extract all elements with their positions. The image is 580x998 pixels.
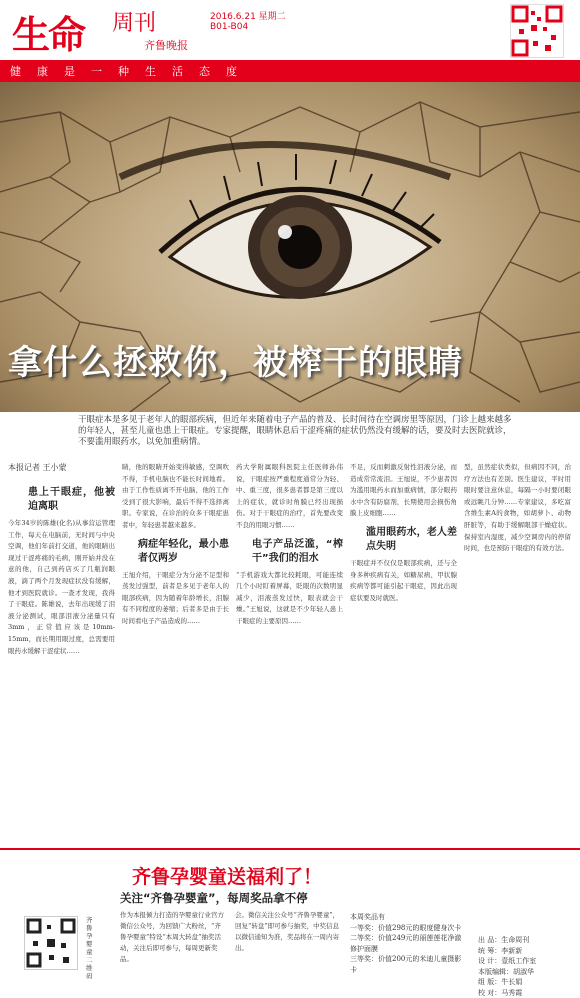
article-column-1 [8,478,115,846]
subheading: 病症年轻化，最小患者仅两岁 [138,538,229,566]
credit-line: 组 版：牛长娟 [478,977,573,988]
article-column-2 [122,462,229,846]
qr-caption: 齐鲁孕婴童二维码 [86,916,94,980]
paragraph: 干眼症并不仅仅是眼部疾病，还与全身多种疾病有关，如糖尿病、甲状腺疾病等都可能引起干眼症，因此出现症状要及时就医。 [350,558,457,604]
paragraph: 型，虽然症状类似，但病因不同，治疗方法也有差别。医生建议，平时用眼时要注意休息，每隔一小时要闭眼或远眺几分钟……专家建议，多吃富含维生素A的食物，如胡萝卜、动物肝脏等，有助于缓解眼部干燥症状。保持室内湿度，减少空调房内的停留时间，也是预防干眼症的有效方法。 [464,462,571,555]
article-intro: 干眼症本是多见于老年人的眼部疾病，但近年来随着电子产品的普及、长时间待在空调房里等原因，门诊上越来越多的年轻人，甚至儿童也患上干眼症。专家提醒，眼睛休息后干涩疼痛的症状仍然没有缓解的话，要及时去医院就诊，不要滥用眼药水，以免加重病情。 [78,415,518,448]
prize-list [350,912,465,992]
byline: 本报记者 王小蒙 [8,462,67,473]
subheading: 电子产品泛滥，“榨干”我们的泪水 [252,538,343,566]
logo: 生命 [12,4,84,59]
subheading: 患上干眼症，他被迫离职 [28,486,115,514]
promo-title: 齐鲁孕婴童送福利了！ [132,862,322,889]
promo-subtitle: 关注“齐鲁孕婴童”，每周奖品拿不停 [120,890,308,906]
prize-item: 一等奖：价值298元的眼度健身次卡 [350,923,465,934]
paragraph: 睛，他的眼睛开始变得敏感，空调吹不得，手机电脑也不能长时间地看。由于工作性质离不开电脑，他的工作受到了很大影响，最后不得不选择离职。专家说，在诊治的众多干眼症患者中，年轻患者越来越多。 [122,462,229,532]
paragraph: “手机游戏大都比较耗眼，可能连续几个小时盯着屏幕，眨眼的次数明显减少，泪液蒸发过快，眼表就会干燥。”王旭说，这就是不少年轻人患上干眼症的主要原因…… [236,570,343,628]
paragraph: 王旭介绍，干眼症分为分泌不足型和蒸发过强型，前者是多见于老年人的眼部疾病，因为随着年龄增长，泪腺有不同程度的萎缩；后者多是由于长时间看电子产品造成的…… [122,570,229,628]
qr-code-icon [24,916,78,970]
prize-list-title: 本周奖品有 [350,912,465,923]
promo-column-1: 作为本报倾力打造的孕婴童行业官方微信公众号，为回馈广大粉丝，“齐鲁孕婴童”特设“本周大转盘”抽奖活动，关注后即可参与，每周更新奖品。 [120,910,225,990]
slogan: 健康是一种生活态度 [10,63,253,79]
credit-line: 校 对：马秀霞 [478,988,573,998]
paragraph: 今年34岁的陈雄(化名)从事营运管理工作，每天在电脑前，无时间与中央空调，他们年前打交道，他的眼睛出现过干涩疼痛的毛病，刚开始并没在意的他，自己到药店买了几瓶润眼液，滴了两个月发现症状没有缓解，他才到医院就诊。一查才发现，我得了干眼症。陈雄说，去年出现缓了泪液分泌测试，眼部泪液分泌量只有3mm，正常值应该是10mm-15mm，而长期用眼过度，总需要用眼药水缓解干涩症状…… [8,518,115,657]
subheading: 滥用眼药水，老人差点失明 [366,526,457,554]
page-headline: 拿什么拯救你，被榨干的眼睛 [8,335,463,384]
paper-name: 齐鲁晚报 [144,37,188,53]
article-column-3 [236,462,343,846]
section-name: 周刊 [112,6,156,37]
credit-line: 统 筹：李新新 [478,946,573,957]
prize-item: 三等奖：价值200元的米迪儿童摄影卡 [350,954,465,975]
article-column-5 [464,462,571,846]
paragraph: 不足，反而刺激反射性泪液分泌，而造成常常流泪。王旭说，不少患者因为滥用眼药水而加重病情，部分眼药水中含有防腐剂，长期使用会损伤角膜上皮细胞…… [350,462,457,520]
credit-line: 设 计：壹纸工作室 [478,956,573,967]
paragraph: 药大学附属眼科医院主任医师孙伟说，干眼症按严重程度通常分为轻、中、重三度，很多患者都是第三度以上的症状，就诊时角膜已经出现损伤。对于干眼症的治疗，首先要改变不良的用眼习惯…… [236,462,343,532]
prize-item: 二等奖：价值249元的丽莲莲花净澈修护面膜 [350,933,465,954]
issue-date: 2016.6.21 星期二 [210,9,286,22]
eye-icon [120,145,450,300]
credit-line: 出 品：生命周刊 [478,935,573,946]
credit-line: 本版编辑：胡淑华 [478,967,573,978]
promo-column-2: 会。微信关注公众号“齐鲁孕婴童”，回复“转盘”即可参与抽奖，中奖信息以微信通知为准，奖品将在一周内寄出。 [235,910,340,990]
page-range: B01-B04 [210,22,248,32]
article-column-4 [350,462,457,846]
credits-box [478,935,573,998]
qr-code-icon [510,4,564,58]
